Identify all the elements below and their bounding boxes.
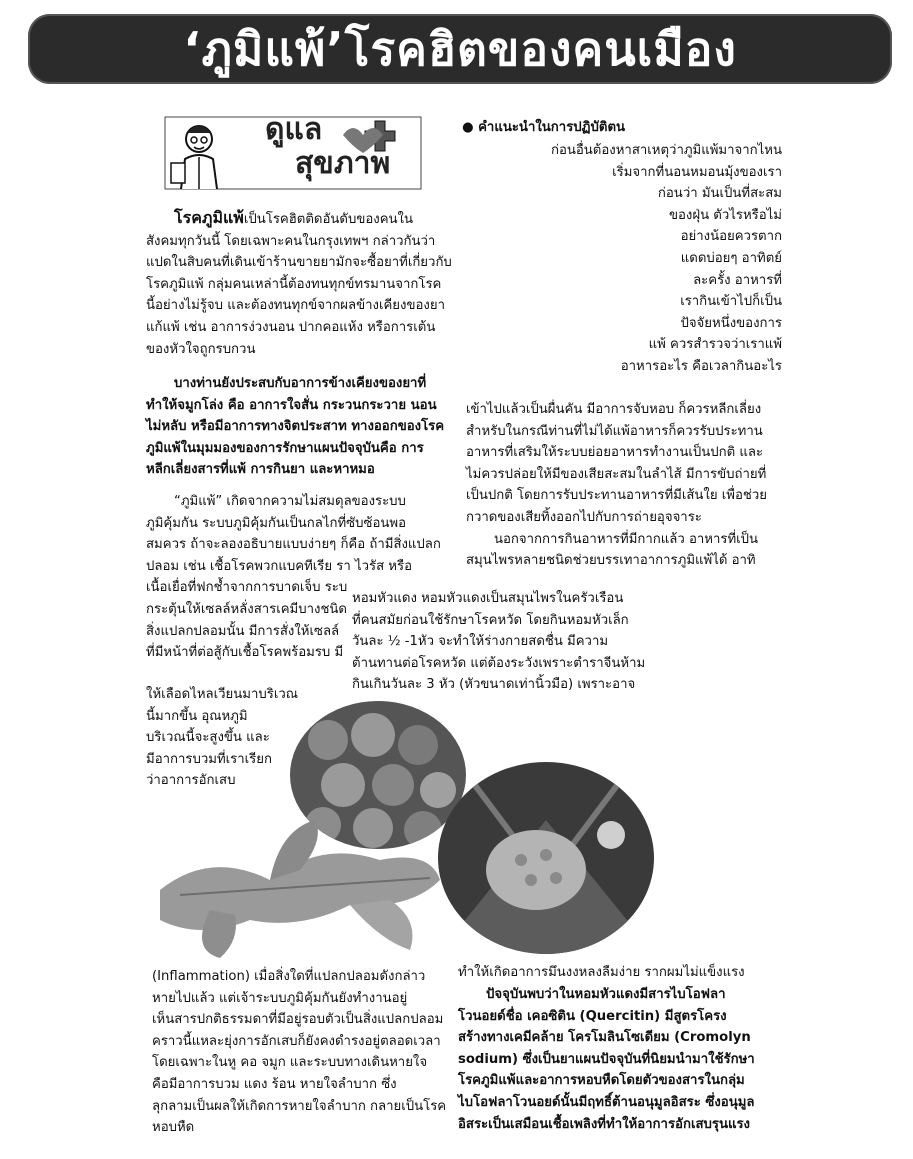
advice-line: กวาดของเสียทิ้งออกไปกับการถ่ายอุจจาระ xyxy=(466,509,702,525)
cause-line: ภูมิคุ้มกัน ระบบภูมิคุ้มกันเป็นกลไกที่ซับซ้อนพอ xyxy=(146,515,406,531)
shallot-line: ที่คนสมัยก่อนใช้รักษาโรคหวัด โดยกินหอมหัวเล็ก xyxy=(352,612,629,628)
turmeric-root-photo xyxy=(150,810,446,960)
advice-heading: คำแนะนำในการปฏิบัติตน xyxy=(478,120,626,135)
cause-wrap-line: ให้เลือดไหลเวียนมาบริเวณ xyxy=(146,687,298,702)
inflammation-line: (Inflammation) เมื่อสิ่งใดที่แปลกปลอมดังกล่าว xyxy=(152,969,426,984)
quercitin-line: โวนอยด์ชื่อ เคอซิติน (Quercitin) มีสูตรโครง xyxy=(458,1008,727,1024)
headline: ‘ภูมิแพ้’โรคฮิตของคนเมือง xyxy=(183,22,737,76)
advice-stair-line: แดดบ่อยๆ อาทิตย์ xyxy=(680,250,782,266)
inflammation-line: ลุกลามเป็นผลให้เกิดการหายใจลำบาก กลายเป็นโรค xyxy=(152,1098,447,1114)
side-effects-line: บางท่านยังประสบกับอาการข้างเคียงของยาที่ xyxy=(174,376,427,391)
advice-stair-line: อาหารอะไร คือเวลากินอะไร xyxy=(620,358,782,374)
inflammation-line: คราวนี้แหละยุ่งการอักเสบก็ยังคงดำรงอยู่ตลอดเวลา xyxy=(152,1033,441,1049)
advice-line: ไม่ควรปล่อยให้มีของเสียสะสมในลำไส้ มีการขับถ่ายที่ xyxy=(466,466,767,482)
intro-line: นี้อย่างไม่รู้จบ และต้องทนทุกข์จากผลข้างเคียงของยา xyxy=(146,298,445,314)
side-effects-line: ทำให้จมูกโล่ง คือ อาการใจสั่น กระวนกระวาย นอน xyxy=(146,397,437,413)
shallot-line: ต้านทานต่อโรคหวัด แต่ต้องระวังเพราะตำราจีนห้าม xyxy=(352,655,646,671)
shallot-paragraph xyxy=(352,588,652,696)
cause-line: ปลอม เช่น เชื้อโรคพวกแบคทีเรีย รา ไวรัส หรือ xyxy=(146,558,413,574)
quercitin-line: โรคภูมิแพ้และอาการหอบหืดโดยตัวของสารในกลุ่ม xyxy=(458,1073,745,1089)
column-title-line-1: ดูแล xyxy=(265,112,323,147)
quercitin-line: ปัจจุบันพบว่าในหอมหัวแดงมีสารไบโอฟลา xyxy=(486,987,726,1002)
side-effects-line: ไม่หลับ หรือมีอาการทางจิตประสาท ทางออกของโรค xyxy=(146,419,445,435)
noni-fruit-photo xyxy=(436,760,656,956)
quercitin-first-line: ทำให้เกิดอาการมึนงงหลงลืมง่าย รากผมไม่แข็งแรง xyxy=(458,965,745,980)
quercitin-line: อิสระเป็นเสมือนเชื้อเพลิงที่ทำให้อาการอักเสบรุนแรง xyxy=(458,1116,750,1132)
column-logo xyxy=(163,113,425,193)
cause-line: กระตุ้นให้เซลล์หลั่งสารเคมีบางชนิด xyxy=(146,601,347,617)
advice-stair-line: แพ้ ควรสำรวจว่าเราแพ้ xyxy=(648,337,782,353)
intro-line: เป็นโรคฮิตติดอันดับของคนใน xyxy=(243,212,414,227)
side-effects-line: ภูมิแพ้ในมุมมองของการรักษาแผนปัจจุบันคือ การ xyxy=(146,440,424,456)
advice-line: นอกจากการกินอาหารที่มีกากแล้ว อาหารที่เป็น xyxy=(494,531,759,547)
quercitin-line: sodium) ซึ่งเป็นยาแผนปัจจุบันที่นิยมนำมาใช้รักษา xyxy=(458,1051,755,1067)
advice-line: อาหารที่เสริมให้ระบบย่อยอาหารทำงานเป็นปกติ และ xyxy=(466,445,764,461)
column-title xyxy=(235,113,390,181)
advice-line: เข้าไปแล้วเป็นผื่นคัน มีอาการจับหอบ ก็ควรหลีกเลี่ยง xyxy=(466,402,762,417)
advice-stair-line: เรากินเข้าไปก็เป็น xyxy=(680,294,782,310)
headline-banner xyxy=(28,14,892,84)
advice-stair-line: ของฝุ่น ตัวไรหรือไม่ xyxy=(668,207,782,223)
advice-line: เป็นปกติ โดยการรับประทานอาหารที่มีเส้นใย เพื่อช่วย xyxy=(466,488,767,504)
cause-wrap-paragraph xyxy=(146,684,306,792)
column-title-line-2: สุขภาพ xyxy=(295,146,391,181)
bullet-icon: ● xyxy=(462,120,479,135)
inflammation-paragraph xyxy=(152,966,452,1139)
quercitin-paragraph xyxy=(458,962,788,984)
intro-line: โรคภูมิแพ้ กลุ่มคนเหล่านี้ต้องทนทุกข์ทรมานจากโรค xyxy=(146,276,442,292)
intro-paragraph xyxy=(146,207,452,360)
shallot-line: กินเกินวันละ 3 หัว (หัวขนาดเท่านิ้วมือ) เพราะอาจ xyxy=(352,677,636,693)
intro-line: ของหัวใจถูกรบกวน xyxy=(146,341,256,357)
side-effects-line: หลีกเลี่ยงสารที่แพ้ การกินยา และหาหมอ xyxy=(146,462,375,478)
advice-stair-line: ก่อนว่า มันเป็นที่สะสม xyxy=(657,186,782,202)
inflammation-line: หายไปแล้ว แต่เจ้าระบบภูมิคุ้มกันยังทำงานอยู่ xyxy=(152,990,408,1006)
advice-stair-line: ก่อนอื่นต้องหาสาเหตุว่าภูมิแพ้มาจากไหน xyxy=(550,143,782,158)
cause-line: ที่มีหน้าที่ต่อสู้กับเชื้อโรคพร้อมรบ มี xyxy=(146,645,344,661)
inflammation-line: เห็นสารปกติธรรมดาที่มีอยู่รอบตัวเป็นสิ่งแปลกปลอม xyxy=(152,1012,444,1028)
cause-line: “ภูมิแพ้” เกิดจากความไม่สมดุลของระบบ xyxy=(174,494,406,509)
advice-stair-line: เริ่มจากที่นอนหมอนมุ้งของเรา xyxy=(612,164,782,180)
quercitin-line: สร้างทางเคมีคล้าย โครโมลินโซเดียม (Cromolyn xyxy=(458,1030,751,1046)
shallot-line: หอมหัวแดง หอมหัวแดงเป็นสมุนไพรในครัวเรือน xyxy=(352,591,624,606)
cause-line: สิ่งแปลกปลอมนั้น มีการสั่งให้เซลล์ xyxy=(146,623,340,639)
advice-stair-line: ปัจจัยหนึ่งของการ xyxy=(680,315,782,331)
inflammation-line: โดยเฉพาะในหู คอ จมูก และระบบทางเดินหายใจ xyxy=(152,1055,428,1071)
inflammation-line: หอบหืด xyxy=(152,1120,195,1136)
cause-wrap-line: บริเวณนี้จะสูงขึ้น และ xyxy=(146,730,270,746)
intro-line: แก้แพ้ เช่น อาการง่วงนอน ปากคอแห้ง หรือการเต้น xyxy=(146,319,436,335)
quercitin-line: ไบโอฟลาโวนอยด์นั้นมีฤทธิ์ต้านอนุมูลอิสระ ซึ่งอนุมูล xyxy=(458,1094,755,1110)
cause-line: สมควร ถ้าจะลองอธิบายแบบง่ายๆ ก็คือ ถ้ามีสิ่งแปลก xyxy=(146,537,441,553)
side-effects-paragraph xyxy=(146,373,446,481)
cause-wrap-line: ว่าอาการอักเสบ xyxy=(146,773,236,789)
cause-line: เนื้อเยื่อที่ฟกช้ำจากการบาดเจ็บ ระบ xyxy=(146,580,348,596)
advice-stair-line: อย่างน้อยควรตาก xyxy=(680,229,782,245)
quercitin-bold-paragraph xyxy=(458,984,788,1135)
advice-section xyxy=(462,117,772,139)
cause-wrap-line: นี้มากขึ้น อุณหภูมิ xyxy=(146,708,248,724)
inflammation-line: คือมีอาการบวม แดง ร้อน หายใจลำบาก ซึ่ง xyxy=(152,1076,397,1092)
cause-wrap-line: มีอาการบวมที่เราเรียก xyxy=(146,751,272,767)
intro-lead: โรคภูมิแพ้ xyxy=(174,208,244,227)
shallot-line: วันละ ½ -1หัว จะทำให้ร่างกายสดชื่น มีความ xyxy=(352,634,609,650)
intro-line: สังคมทุกวันนี้ โดยเฉพาะคนในกรุงเทพฯ กล่าวกันว่า xyxy=(146,233,436,249)
intro-line: แปดในสิบคนที่เดินเข้าร้านขายยามักจะซื้อยาที่เกี่ยวกับ xyxy=(146,255,452,271)
advice-stair-line: ละครั้ง อาหารที่ xyxy=(693,272,782,288)
advice-paragraph xyxy=(466,399,776,572)
advice-line: สมุนไพรหลายชนิดช่วยบรรเทาอาการภูมิแพ้ได้ อาทิ xyxy=(466,553,756,569)
advice-line: สำหรับในกรณีท่านที่ไม่ได้แพ้อาหารก็ควรรับประทาน xyxy=(466,423,763,439)
advice-stair-paragraph xyxy=(462,140,782,378)
